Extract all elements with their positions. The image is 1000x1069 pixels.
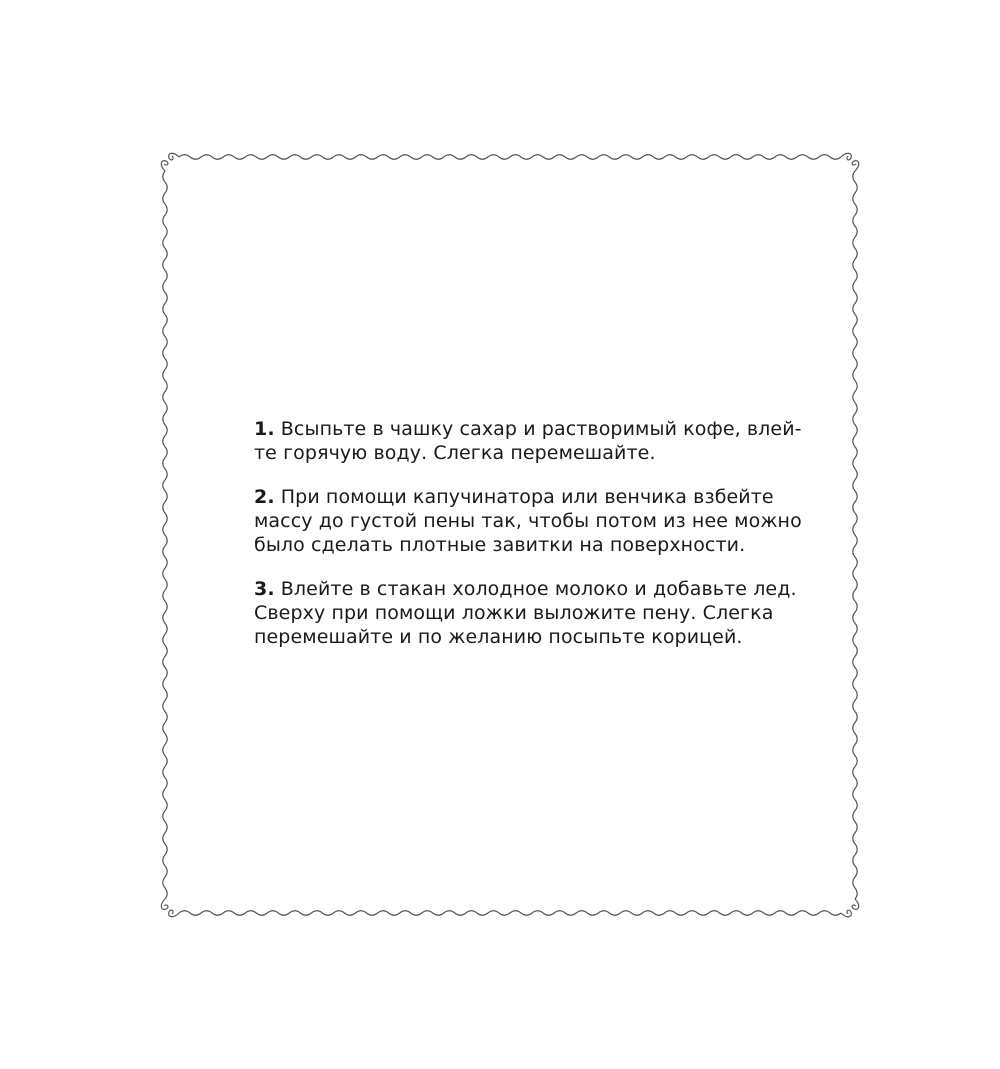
recipe-steps xyxy=(254,417,802,669)
step-text: массу до густой пены так, чтобы потом из нее можно xyxy=(254,510,802,532)
recipe-step-2 xyxy=(254,485,802,557)
recipe-step-1 xyxy=(254,417,802,465)
step-text: перемешайте и по желанию посыпьте корицей. xyxy=(254,626,743,648)
frame-corner-top-right xyxy=(841,153,859,171)
step-number: 3. xyxy=(254,578,275,600)
step-text: Влейте в стакан холодное молоко и добавьте лед. xyxy=(280,578,797,600)
frame-left-edge xyxy=(163,171,167,899)
step-number: 2. xyxy=(254,486,275,508)
frame-right-edge xyxy=(853,171,857,899)
step-line xyxy=(254,485,794,509)
step-line xyxy=(254,417,802,441)
frame-bottom-edge xyxy=(179,911,841,915)
step-text: было сделать плотные завитки на поверхности. xyxy=(254,534,746,556)
step-number: 1. xyxy=(254,418,275,440)
frame-corner-top-left xyxy=(161,153,179,171)
step-text: При помощи капучинатора или венчика взбейте xyxy=(280,486,774,508)
frame-corner-bottom-left xyxy=(161,899,179,917)
recipe-step-3 xyxy=(254,577,797,649)
step-text: Всыпьте в чашку сахар и растворимый кофе, влей- xyxy=(280,418,802,440)
step-text: Сверху при помощи ложки выложите пену. Слегка xyxy=(254,602,774,624)
step-line xyxy=(254,577,797,601)
frame-corner-bottom-right xyxy=(841,899,859,917)
step-text: те горячую воду. Слегка перемешайте. xyxy=(254,442,656,464)
frame-top-edge xyxy=(179,155,841,159)
